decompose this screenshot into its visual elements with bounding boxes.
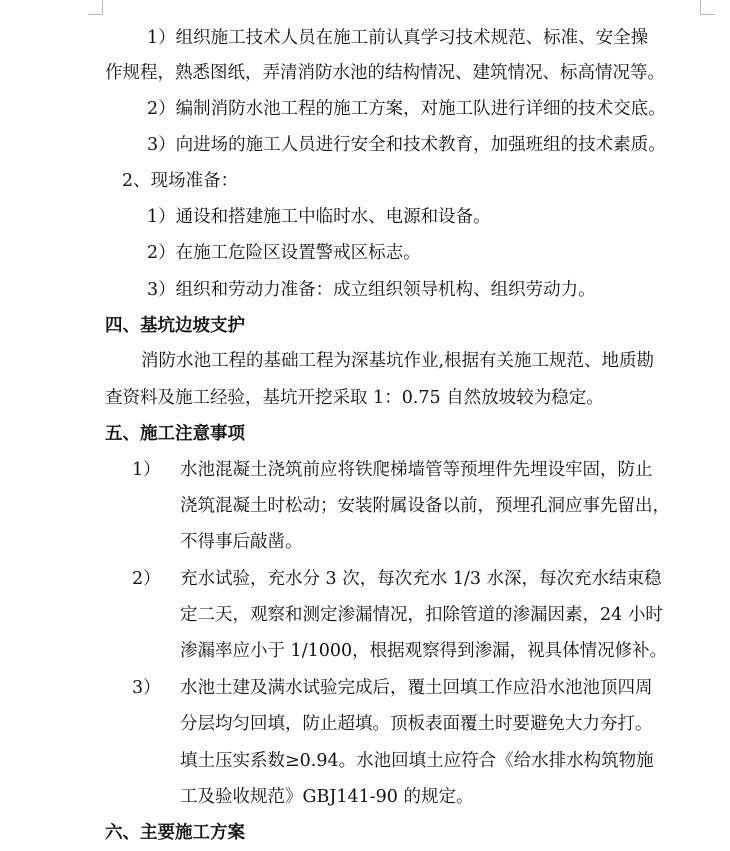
- list-item-line: 填土压实系数≥0.94。水池回填土应符合《给水排水构筑物施: [180, 751, 654, 771]
- section-5-heading: 五、施工注意事项: [105, 424, 245, 444]
- section-4-heading: 四、基坑边坡支护: [105, 316, 245, 336]
- list-item-line: 水池土建及满水试验完成后，覆土回填工作应沿水池池顶四周: [180, 678, 653, 698]
- site-prep-item-3: 3）组织和劳动力准备：成立组织领导机构、组织劳动力。: [147, 280, 596, 300]
- tech-prep-item-3: 3）向进场的施工人员进行安全和技术教育，加强班组的技术素质。: [147, 135, 666, 155]
- list-item-line: 工及验收规范》GBJ141-90 的规定。: [180, 787, 474, 807]
- margin-corner-mark-right: [700, 0, 715, 15]
- list-item-line: 分层均匀回填，防止超填。顶板表面覆土时要避免大力夯打。: [180, 714, 653, 734]
- list-item-label: 2）: [132, 569, 161, 589]
- list-item-line: 不得事后敲凿。: [180, 532, 303, 552]
- site-prep-item-1: 1）通设和搭建施工中临时水、电源和设备。: [147, 207, 491, 227]
- site-prep-item-2: 2）在施工危险区设置警戒区标志。: [147, 243, 421, 263]
- list-item-line: 定二天，观察和测定渗漏情况，扣除管道的渗漏因素，24 小时: [180, 605, 663, 625]
- list-item-line: 浇筑混凝土时松动；安装附属设备以前，预埋孔洞应事先留出，: [180, 496, 670, 516]
- tech-prep-item-1-line-2: 作规程，熟悉图纸，弄清消防水池的结构情况、建筑情况、标高情况等。: [105, 63, 665, 83]
- section-4-paragraph-line-2: 查资料及施工经验，基坑开挖采取 1：0.75 自然放坡较为稳定。: [105, 388, 604, 408]
- list-item-line: 充水试验，充水分 3 次，每次充水 1/3 水深，每次充水结束稳: [180, 569, 662, 589]
- tech-prep-item-1-line-1: 1）组织施工技术人员在施工前认真学习技术规范、标准、安全操: [147, 28, 649, 48]
- list-item-label: 3）: [132, 678, 161, 698]
- site-prep-heading: 2、现场准备：: [122, 171, 239, 191]
- list-item-line: 渗漏率应小于 1/1000，根据观察得到渗漏，视具体情况修补。: [180, 641, 668, 661]
- tech-prep-item-2: 2）编制消防水池工程的施工方案，对施工队进行详细的技术交底。: [147, 99, 666, 119]
- list-item-line: 水池混凝土浇筑前应将铁爬梯墙管等预埋件先埋设牢固，防止: [180, 460, 653, 480]
- list-item-label: 1）: [132, 460, 161, 480]
- section-4-paragraph-line-1: 消防水池工程的基础工程为深基坑作业,根据有关施工规范、地质勘: [141, 351, 655, 371]
- margin-corner-mark-left: [88, 0, 103, 15]
- section-6-heading: 六、主要施工方案: [105, 823, 245, 843]
